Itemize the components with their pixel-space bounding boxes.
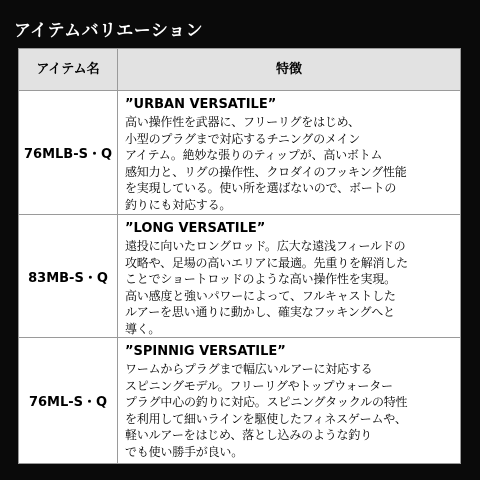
item-name: 83MB-S・Q (19, 215, 118, 337)
table-row (19, 91, 460, 215)
feature-cell (125, 344, 454, 460)
item-name: 76MLB-S・Q (19, 91, 118, 214)
table-header (19, 49, 460, 91)
table-row (19, 215, 460, 338)
table-row (19, 338, 460, 463)
page-title: アイテムバリエーション (14, 21, 204, 41)
feature-cell (125, 97, 454, 213)
feature-title: ”URBAN VERSATILE” (125, 97, 277, 112)
feature-description: ワームからプラグまで幅広いルアーに対応する スピニングモデル。フリーリグやトップウォーター プラグ中心の釣りに対応。スピニングタックルの特性 を利用して細いラインを駆使したフィネスゲームや、 軽いルアーをはじめ、落とし込みのような釣り でも使い勝手が良い。 (125, 362, 408, 459)
feature-title: ”SPINNIG VERSATILE” (125, 344, 286, 359)
feature-cell (125, 221, 454, 337)
feature-description: 高い操作性を武器に、フリーリグをはじめ、 小型のプラグまで対応するチニングのメイン アイテム。絶妙な張りのティップが、高いボトム 感知力と、リグの操作性、クロダイのフッキング性能 を実現している。使い所を選ばないので、ボートの 釣りにも対応する。 (125, 115, 407, 212)
header-feature: 特徴 (275, 62, 302, 77)
header-item-name: アイテム名 (19, 49, 118, 90)
feature-description: 遠投に向いたロングロッド。広大な遠浅フィールドの 攻略や、足場の高いエリアに最適。先重りを解消した ことでショートロッドのような高い操作性を実現。 高い感度と強いパワーによって、フルキャストした ルアーを思い通りに動かし、確実なフッキングへと 導く。 (125, 239, 408, 336)
feature-title: ”LONG VERSATILE” (125, 221, 266, 236)
item-name: 76ML-S・Q (19, 338, 118, 463)
item-variation-table (18, 48, 461, 464)
